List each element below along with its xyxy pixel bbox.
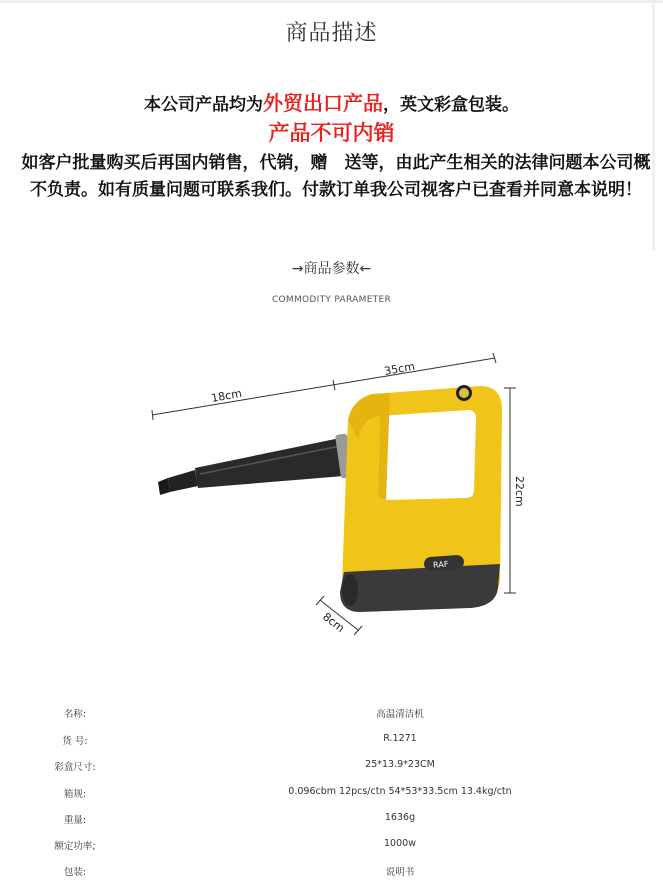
spec-label: 箱规: bbox=[63, 789, 87, 800]
notice-line-1-prefix: 本公司产品均为 bbox=[144, 95, 263, 115]
dim-label-height: 22cm bbox=[513, 476, 526, 507]
notice-line-3: 如客户批量购买后再国内销售，代销，赠 送等，由此产生相关的法律问题本公司概不负责。如有质量问题可联系我们。付款订单我公司视客户已查看并同意本说明！ bbox=[21, 153, 651, 200]
spec-row bbox=[0, 864, 663, 889]
params-heading: →商品参数← bbox=[291, 261, 372, 277]
nozzle bbox=[158, 433, 353, 495]
spec-value: R.1271 bbox=[383, 733, 417, 744]
notice-line-1 bbox=[0, 87, 663, 116]
notice-line-1-highlight: 外贸出口产品 bbox=[263, 91, 383, 115]
spec-label: 额定功率; bbox=[54, 841, 96, 852]
top-divider bbox=[0, 0, 663, 3]
spec-label: 货 号: bbox=[62, 736, 88, 747]
spec-value: 说明书 bbox=[385, 867, 415, 878]
dim-label-length: 35cm bbox=[383, 359, 416, 378]
spec-value: 高温清洁机 bbox=[376, 709, 424, 720]
dim-label-depth: 8cm bbox=[320, 610, 347, 635]
product-figure bbox=[140, 350, 540, 650]
handle-opening bbox=[378, 410, 476, 500]
params-subheading: COMMODITY PARAMETER bbox=[271, 295, 392, 305]
spec-value: 25*13.9*23CM bbox=[365, 759, 435, 770]
spec-label: 重量: bbox=[63, 815, 87, 826]
notice-line-2: 产品不可内销 bbox=[268, 120, 395, 145]
notice-line-1-suffix: ，英文彩盒包装。 bbox=[383, 95, 519, 115]
brand-label: RAF bbox=[432, 559, 449, 570]
spec-label: 包装: bbox=[63, 867, 87, 878]
page-title: 商品描述 bbox=[285, 21, 378, 46]
steamer-body bbox=[340, 385, 502, 612]
spec-row bbox=[0, 706, 663, 732]
spec-label: 名称: bbox=[63, 709, 87, 720]
spec-row bbox=[0, 759, 663, 785]
steamer-base bbox=[340, 564, 500, 612]
spec-value: 1000w bbox=[384, 838, 416, 849]
spec-row bbox=[0, 838, 663, 864]
spec-value: 1636g bbox=[384, 812, 416, 823]
spec-value: 0.096cbm 12pcs/ctn 54*53*33.5cm 13.4kg/ctn bbox=[288, 786, 512, 797]
dim-tick-left bbox=[152, 410, 153, 420]
spec-label: 彩盒尺寸: bbox=[54, 762, 96, 773]
spec-row bbox=[0, 812, 663, 838]
dim-label-nozzle: 18cm bbox=[210, 386, 243, 405]
spec-row bbox=[0, 733, 663, 759]
spec-row bbox=[0, 786, 663, 812]
dim-tick-depth-a bbox=[316, 596, 324, 605]
